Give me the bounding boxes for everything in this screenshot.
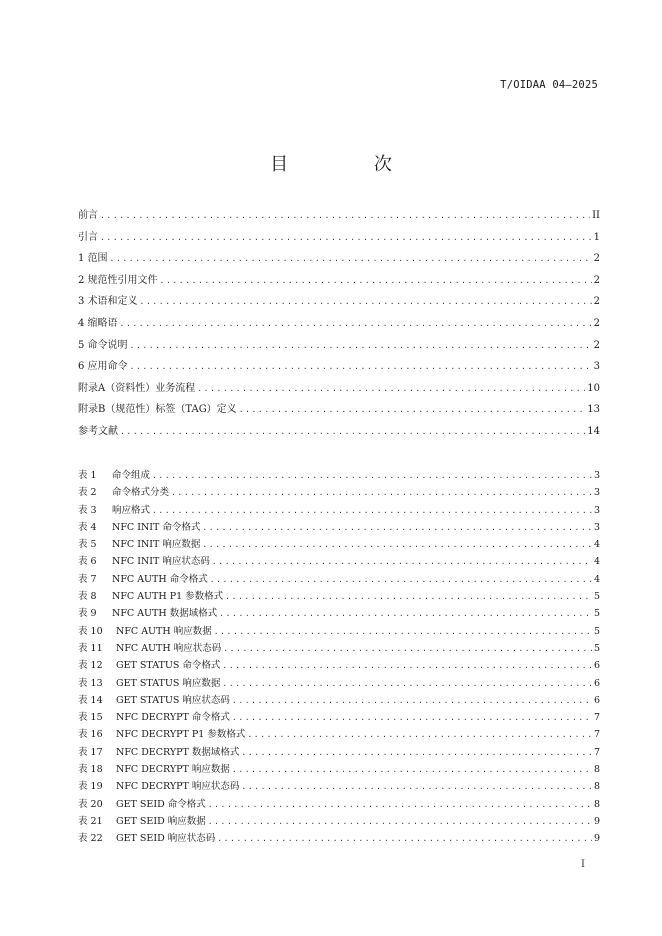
table-entry[interactable] — [78, 640, 600, 657]
table-entry-name: NFC INIT 响应数据 — [112, 539, 201, 551]
toc-entry-label: 6 应用命令 — [78, 361, 128, 373]
table-entry-name: 命令组成 — [112, 470, 151, 481]
table-entry-name: GET SEID 响应状态码 — [116, 833, 216, 845]
table-entry-number: 表 21 — [78, 815, 103, 827]
dot-leader — [241, 778, 592, 795]
toc-entry[interactable] — [78, 227, 600, 249]
table-entry[interactable] — [78, 588, 600, 605]
table-entry-page: 7 — [593, 746, 600, 758]
dot-leader — [222, 675, 592, 692]
table-entry-number: 表 6 — [78, 556, 97, 568]
toc-entry[interactable] — [78, 248, 600, 270]
toc-entry-page: 13 — [587, 404, 600, 416]
dot-leader — [197, 378, 585, 400]
table-entry-name: 命令格式分类 — [112, 487, 170, 499]
table-entry-number: 表 11 — [78, 642, 103, 654]
dot-leader — [214, 623, 592, 640]
table-entry-name: NFC DECRYPT P1 参数格式 — [116, 729, 246, 741]
table-entry-page: 5 — [593, 642, 600, 654]
dot-leader — [160, 270, 592, 292]
table-entry-number: 表 18 — [78, 764, 103, 776]
table-entry-page: 4 — [593, 556, 600, 568]
dot-leader — [232, 692, 592, 709]
dot-leader — [222, 657, 592, 674]
table-entry-page: 8 — [593, 798, 600, 810]
table-entry-number: 表 3 — [78, 504, 97, 516]
toc-entry-page: 14 — [587, 425, 600, 437]
dot-leader — [247, 726, 592, 743]
table-entry-page: 5 — [593, 591, 600, 603]
table-entry[interactable] — [78, 830, 600, 847]
table-entry-name: NFC AUTH P1 参数格式 — [112, 591, 224, 603]
toc-entry-page: 2 — [593, 317, 600, 329]
table-entry[interactable] — [78, 692, 600, 709]
toc-entry-label: 1 范围 — [78, 253, 108, 265]
table-entry-page: 5 — [593, 625, 600, 637]
toc-entry-label: 2 规范性引用文件 — [78, 274, 158, 286]
table-entry-page: 6 — [593, 660, 600, 672]
table-entry-name: NFC DECRYPT 数据域格式 — [116, 746, 240, 758]
toc-entry-page: 2 — [593, 339, 600, 351]
table-entry-name: NFC AUTH 数据域格式 — [112, 608, 218, 620]
table-entry-name: GET SEID 命令格式 — [116, 798, 206, 810]
table-entry-number: 表 10 — [78, 625, 103, 637]
dot-leader — [202, 519, 592, 536]
table-entry-number: 表 12 — [78, 660, 103, 672]
table-entry-name: 响应格式 — [112, 504, 151, 516]
table-entry-name: NFC INIT 响应状态码 — [112, 556, 210, 568]
table-entry-page: 9 — [593, 815, 600, 827]
table-entry[interactable] — [78, 796, 600, 813]
toc-entry-page: 3 — [593, 361, 600, 373]
toc-entry-label: 引言 — [78, 231, 98, 243]
table-entry-number: 表 9 — [78, 608, 97, 620]
table-entry[interactable] — [78, 536, 600, 553]
table-entry[interactable] — [78, 709, 600, 726]
table-of-contents — [78, 205, 600, 443]
table-entry-page: 3 — [593, 521, 600, 533]
dot-leader — [208, 813, 592, 830]
table-entry[interactable] — [78, 744, 600, 761]
document-id: T/OIDAA 04—2025 — [500, 79, 598, 91]
dot-leader — [171, 484, 592, 501]
dot-leader — [110, 248, 592, 270]
table-entry-page: 3 — [593, 470, 600, 481]
dot-leader — [130, 335, 592, 357]
table-entry-number: 表 16 — [78, 729, 103, 741]
dot-leader — [239, 399, 586, 421]
table-entry-page: 7 — [593, 712, 600, 724]
table-entry-page: 3 — [593, 504, 600, 516]
dot-leader — [100, 205, 590, 227]
dot-leader — [217, 830, 592, 847]
table-entry[interactable] — [78, 484, 600, 501]
table-entry[interactable] — [78, 726, 600, 743]
table-entry[interactable] — [78, 553, 600, 570]
table-entry-name: NFC AUTH 响应数据 — [116, 625, 212, 637]
list-of-tables — [78, 467, 600, 848]
toc-entry-page: 10 — [587, 382, 600, 394]
table-entry[interactable] — [78, 571, 600, 588]
table-entry-name: NFC DECRYPT 响应状态码 — [116, 781, 240, 793]
toc-entry-page: 2 — [593, 253, 600, 265]
table-entry-number: 表 1 — [78, 470, 97, 481]
table-entry-name: NFC INIT 命令格式 — [112, 521, 201, 533]
table-entry-page: 3 — [593, 487, 600, 499]
table-entry-name: GET STATUS 命令格式 — [116, 660, 221, 672]
table-entry[interactable] — [78, 605, 600, 622]
toc-entry[interactable] — [78, 399, 600, 421]
table-entry-number: 表 8 — [78, 591, 97, 603]
toc-entry[interactable] — [78, 270, 600, 292]
toc-entry-label: 5 命令说明 — [78, 339, 128, 351]
table-entry[interactable] — [78, 623, 600, 640]
table-entry-page: 5 — [593, 608, 600, 620]
dot-leader — [152, 467, 592, 484]
table-entry-name: GET STATUS 响应状态码 — [116, 694, 230, 706]
toc-entry-label: 4 缩略语 — [78, 317, 118, 329]
table-entry-number: 表 4 — [78, 521, 97, 533]
table-entry[interactable] — [78, 519, 600, 536]
table-entry-number: 表 15 — [78, 712, 103, 724]
table-entry-page: 4 — [593, 573, 600, 585]
table-entry-number: 表 7 — [78, 573, 97, 585]
table-entry[interactable] — [78, 778, 600, 795]
table-entry-page: 6 — [593, 694, 600, 706]
toc-entry[interactable] — [78, 313, 600, 335]
toc-entry[interactable] — [78, 356, 600, 378]
dot-leader — [202, 536, 592, 553]
toc-entry-page: 2 — [593, 296, 600, 308]
toc-entry[interactable] — [78, 205, 600, 227]
toc-entry[interactable] — [78, 335, 600, 357]
toc-entry[interactable] — [78, 378, 600, 400]
dot-leader — [208, 796, 592, 813]
toc-entry-page: II — [592, 210, 600, 221]
table-entry-page: 8 — [593, 764, 600, 776]
table-entry[interactable] — [78, 675, 600, 692]
table-entry-number: 表 14 — [78, 694, 103, 706]
toc-entry-label: 附录B（规范性）标签（TAG）定义 — [78, 404, 237, 416]
table-entry[interactable] — [78, 761, 600, 778]
toc-entry[interactable] — [78, 421, 600, 443]
table-entry-name: GET SEID 响应数据 — [116, 815, 206, 827]
dot-leader — [232, 761, 592, 778]
dot-leader — [120, 313, 592, 335]
table-entry[interactable] — [78, 657, 600, 674]
table-entry-number: 表 22 — [78, 833, 103, 845]
dot-leader — [241, 744, 592, 761]
toc-entry-label: 前言 — [78, 210, 98, 221]
toc-entry-label: 3 术语和定义 — [78, 296, 138, 308]
dot-leader — [130, 356, 592, 378]
table-entry-number: 表 5 — [78, 539, 97, 551]
dot-leader — [223, 640, 592, 657]
page-number: I — [581, 859, 585, 870]
dot-leader — [232, 709, 592, 726]
table-entry-name: NFC DECRYPT 响应数据 — [116, 764, 230, 776]
table-entry-page: 7 — [593, 729, 600, 741]
dot-leader — [140, 291, 592, 313]
dot-leader — [210, 571, 592, 588]
table-entry-page: 6 — [593, 677, 600, 689]
table-entry-number: 表 17 — [78, 746, 103, 758]
table-entry[interactable] — [78, 467, 600, 484]
table-entry-number: 表 19 — [78, 781, 103, 793]
toc-entry-label: 附录A（资料性）业务流程 — [78, 382, 196, 394]
table-entry-name: NFC AUTH 响应状态码 — [116, 642, 222, 654]
table-entry-number: 表 13 — [78, 677, 103, 689]
dot-leader — [219, 605, 592, 622]
toc-entry-page: 2 — [593, 274, 600, 286]
table-entry-name: NFC DECRYPT 命令格式 — [116, 712, 230, 724]
table-entry-name: NFC AUTH 命令格式 — [112, 573, 208, 585]
table-entry-number: 表 20 — [78, 798, 103, 810]
dot-leader — [212, 553, 592, 570]
page-title: 目 次 — [270, 154, 432, 175]
dot-leader — [152, 502, 592, 519]
toc-entry-label: 参考文献 — [78, 425, 118, 437]
table-entry-page: 9 — [593, 833, 600, 845]
table-entry-name: GET STATUS 响应数据 — [116, 677, 221, 689]
table-entry-number: 表 2 — [78, 487, 97, 499]
table-entry-page: 4 — [593, 539, 600, 551]
toc-entry[interactable] — [78, 291, 600, 313]
toc-entry-page: 1 — [593, 231, 600, 243]
dot-leader — [120, 421, 585, 443]
table-entry[interactable] — [78, 813, 600, 830]
table-entry-page: 8 — [593, 781, 600, 793]
dot-leader — [225, 588, 592, 605]
dot-leader — [100, 227, 592, 249]
table-entry[interactable] — [78, 502, 600, 519]
